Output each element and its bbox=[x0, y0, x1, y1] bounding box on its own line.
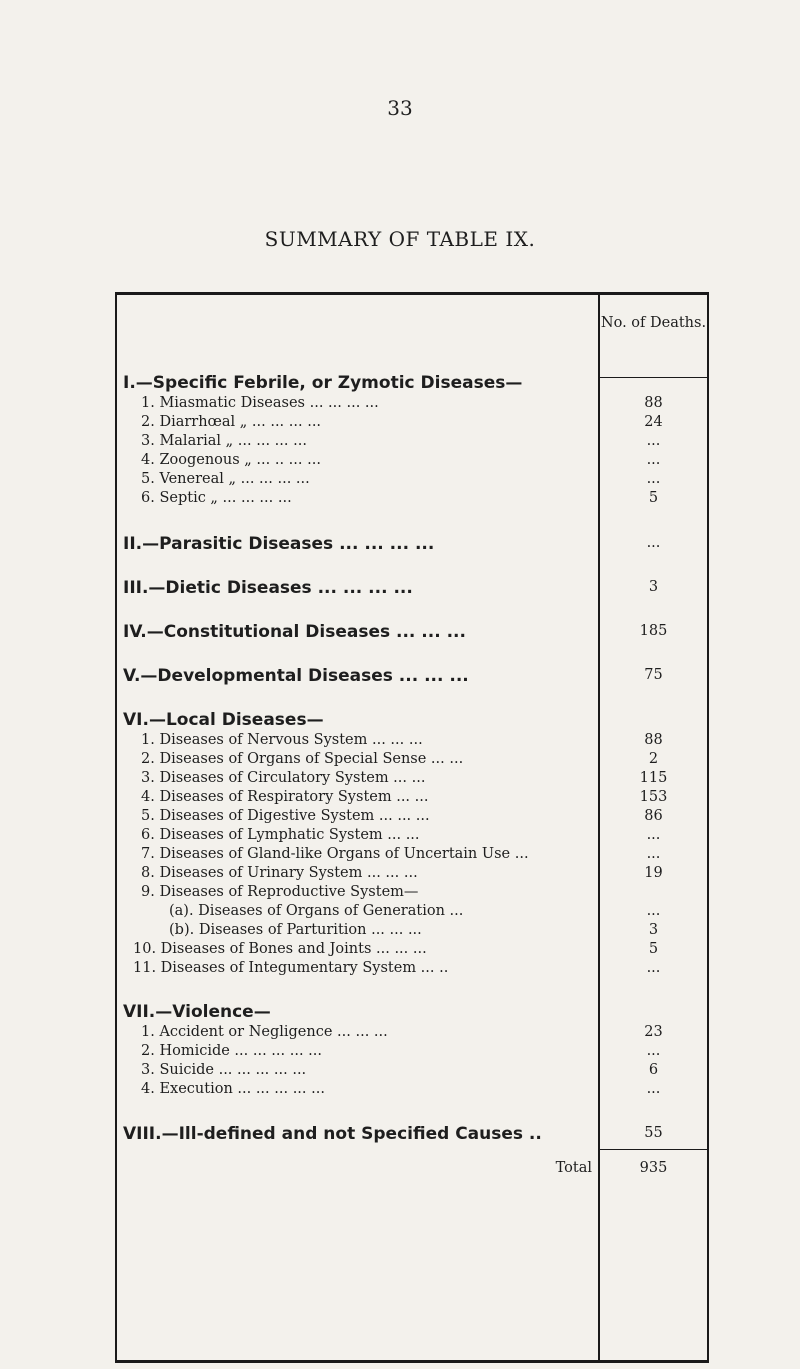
table-bottom-rule bbox=[115, 1360, 709, 1363]
table-left-rule bbox=[115, 292, 117, 1363]
row-label: 4. Execution ... ... ... ... ... bbox=[141, 1081, 325, 1097]
row-label: 6. Septic „ ... ... ... ... bbox=[141, 490, 292, 506]
row-label: 1. Miasmatic Diseases ... ... ... ... bbox=[141, 395, 379, 411]
row-value: ... bbox=[646, 827, 661, 843]
row-label: 8. Diseases of Urinary System ... ... ... bbox=[141, 865, 418, 881]
section-heading: III.—Dietic Diseases ... ... ... ... bbox=[123, 578, 413, 598]
row-value: 6 bbox=[648, 1062, 659, 1078]
row-value: 185 bbox=[639, 623, 668, 639]
row-value: ... bbox=[646, 535, 661, 551]
row-value: 24 bbox=[644, 414, 663, 430]
section-heading: IV.—Constitutional Diseases ... ... ... bbox=[123, 622, 466, 642]
row-value: 86 bbox=[644, 808, 663, 824]
row-value: ... bbox=[646, 960, 661, 976]
row-label: 2. Diseases of Organs of Special Sense ... ... bbox=[141, 751, 464, 767]
section-heading: V.—Developmental Diseases ... ... ... bbox=[123, 666, 469, 686]
row-label: 4. Zoogenous „ ... .. ... ... bbox=[141, 452, 321, 468]
table-top-rule bbox=[115, 292, 709, 295]
row-value: ... bbox=[646, 452, 661, 468]
summary-table bbox=[115, 292, 709, 1363]
row-label: 6. Diseases of Lymphatic System ... ... bbox=[141, 827, 420, 843]
row-value: 19 bbox=[644, 865, 663, 881]
row-value: 75 bbox=[644, 667, 663, 683]
row-value: ... bbox=[646, 433, 661, 449]
row-value: 2 bbox=[648, 751, 659, 767]
row-label: 3. Suicide ... ... ... ... ... bbox=[141, 1062, 307, 1078]
row-value: 3 bbox=[648, 579, 659, 595]
total-row bbox=[115, 1158, 709, 1178]
row-label: 1. Diseases of Nervous System ... ... ... bbox=[141, 732, 423, 748]
row-value: ... bbox=[646, 846, 661, 862]
row-value: 23 bbox=[644, 1024, 663, 1040]
row-label: (a). Diseases of Organs of Generation ... bbox=[169, 903, 464, 919]
total-label: Total bbox=[555, 1160, 592, 1176]
row-label: 5. Venereal „ ... ... ... ... bbox=[141, 471, 310, 487]
page-number: 33 bbox=[387, 96, 413, 120]
row-value: 153 bbox=[639, 789, 668, 805]
row-label: 5. Diseases of Digestive System ... ... ... bbox=[141, 808, 430, 824]
row-value: 88 bbox=[644, 732, 663, 748]
section-heading: VIII.—Ill-defined and not Specified Causes .. bbox=[123, 1124, 542, 1144]
row-label: 2. Homicide ... ... ... ... ... bbox=[141, 1043, 323, 1059]
total-value: 935 bbox=[639, 1160, 668, 1176]
section-heading: I.—Specific Febrile, or Zymotic Diseases— bbox=[123, 373, 523, 393]
total-rule bbox=[600, 1149, 707, 1150]
row-label: (b). Diseases of Parturition ... ... ... bbox=[169, 922, 422, 938]
row-value: 3 bbox=[648, 922, 659, 938]
row-value: ... bbox=[646, 471, 661, 487]
section-heading: VI.—Local Diseases— bbox=[123, 710, 324, 730]
column-header-deaths: No. of Deaths. bbox=[600, 315, 707, 331]
row-value: 5 bbox=[648, 941, 659, 957]
row-label: 2. Diarrhœal „ ... ... ... ... bbox=[141, 414, 322, 430]
table-right-rule bbox=[707, 292, 709, 1363]
column-header-rule bbox=[600, 377, 707, 378]
section-heading: VII.—Violence— bbox=[123, 1002, 271, 1022]
row-value: ... bbox=[646, 1081, 661, 1097]
section-heading: II.—Parasitic Diseases ... ... ... ... bbox=[123, 534, 435, 554]
row-value: ... bbox=[646, 903, 661, 919]
row-value: 115 bbox=[639, 770, 668, 786]
row-value: 55 bbox=[644, 1125, 663, 1141]
row-label: 1. Accident or Negligence ... ... ... bbox=[141, 1024, 388, 1040]
row-label: 3. Diseases of Circulatory System ... ... bbox=[141, 770, 426, 786]
page-title: SUMMARY OF TABLE IX. bbox=[264, 227, 536, 251]
row-label: 3. Malarial „ ... ... ... ... bbox=[141, 433, 307, 449]
row-label: 7. Diseases of Gland-like Organs of Uncertain Use ... bbox=[141, 846, 529, 862]
row-value: ... bbox=[646, 1043, 661, 1059]
row-label: 4. Diseases of Respiratory System ... ... bbox=[141, 789, 429, 805]
row-label: 9. Diseases of Reproductive System— bbox=[141, 884, 419, 900]
row-value: 5 bbox=[648, 490, 659, 506]
row-value: 88 bbox=[644, 395, 663, 411]
row-label: 11. Diseases of Integumentary System ... .. bbox=[133, 960, 449, 976]
row-label: 10. Diseases of Bones and Joints ... ... ... bbox=[133, 941, 427, 957]
